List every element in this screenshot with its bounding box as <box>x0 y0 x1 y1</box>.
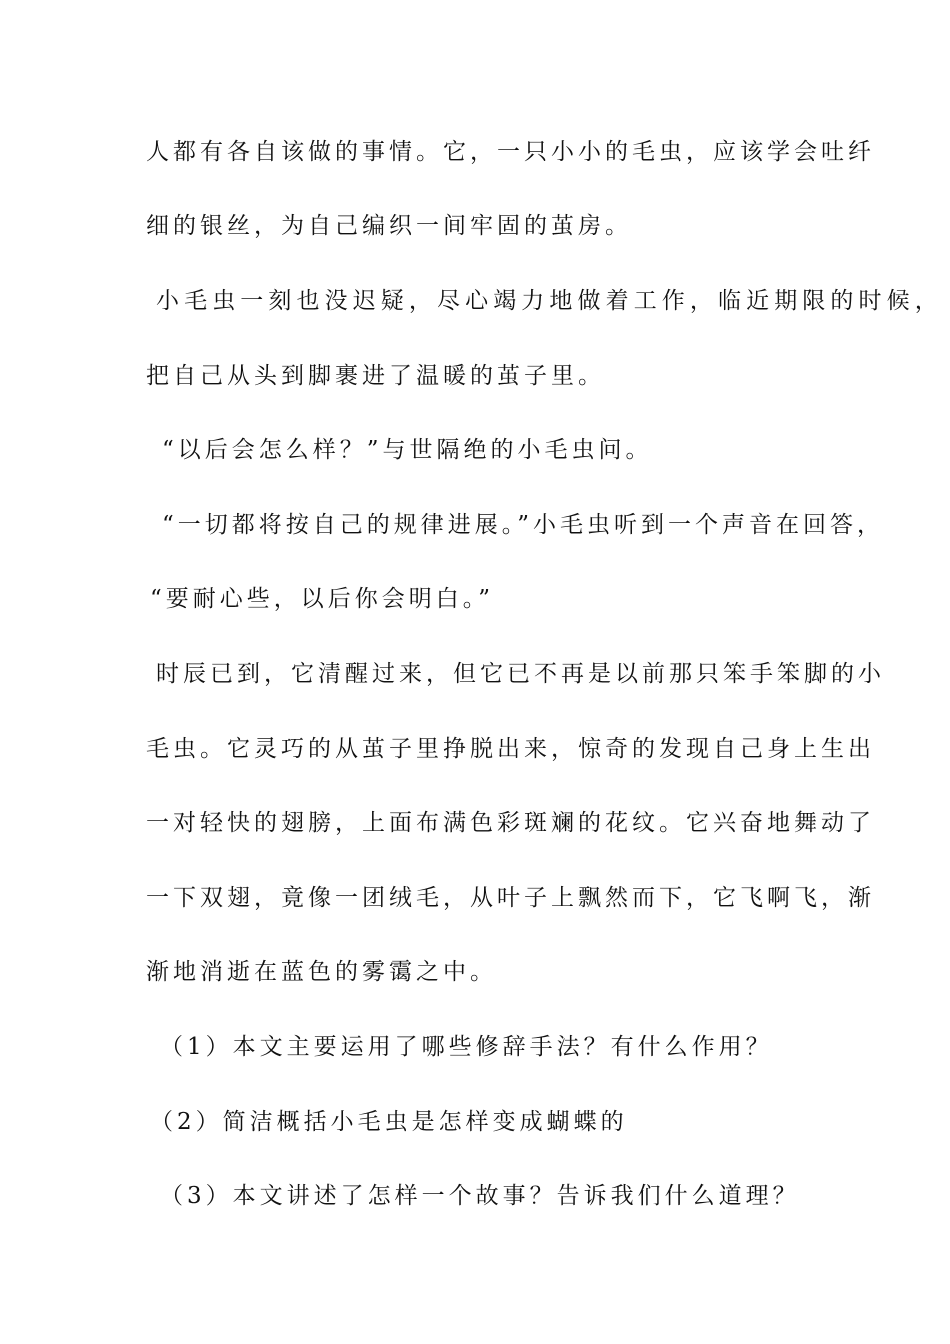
question-item: （3）本文讲述了怎样一个故事？告诉我们什么道理？ <box>160 1183 800 1209</box>
question-item: （2）简洁概括小毛虫是怎样变成蝴蝶的 <box>150 1109 628 1135</box>
dialogue-line: “以后会怎么样？”与世隔绝的小毛虫问。 <box>162 437 653 463</box>
dialogue-line: “一切都将按自己的规律进展。”小毛虫听到一个声音在回答， <box>162 512 885 538</box>
paragraph-line: 人都有各自该做的事情。它，一只小小的毛虫，应该学会吐纤 <box>146 139 875 165</box>
paragraph-line: 小毛虫一刻也没迟疑，尽心竭力地做着工作，临近期限的时候， <box>156 288 943 314</box>
dialogue-line: “要耐心些，以后你会明白。” <box>150 586 495 612</box>
paragraph-line: 渐地消逝在蓝色的雾霭之中。 <box>146 959 497 985</box>
paragraph-line: 时辰已到，它清醒过来，但它已不再是以前那只笨手笨脚的小 <box>156 661 885 687</box>
paragraph-line: 细的银丝，为自己编织一间牢固的茧房。 <box>146 213 632 239</box>
paragraph-line: 把自己从头到脚裹进了温暖的茧子里。 <box>146 363 605 389</box>
paragraph-line: 一下双翅，竟像一团绒毛，从叶子上飘然而下，它飞啊飞，渐 <box>146 885 875 911</box>
question-item: （1）本文主要运用了哪些修辞手法？有什么作用？ <box>160 1034 773 1060</box>
paragraph-line: 一对轻快的翅膀，上面布满色彩斑斓的花纹。它兴奋地舞动了 <box>146 810 875 836</box>
paragraph-line: 毛虫。它灵巧的从茧子里挣脱出来，惊奇的发现自己身上生出 <box>146 736 875 762</box>
